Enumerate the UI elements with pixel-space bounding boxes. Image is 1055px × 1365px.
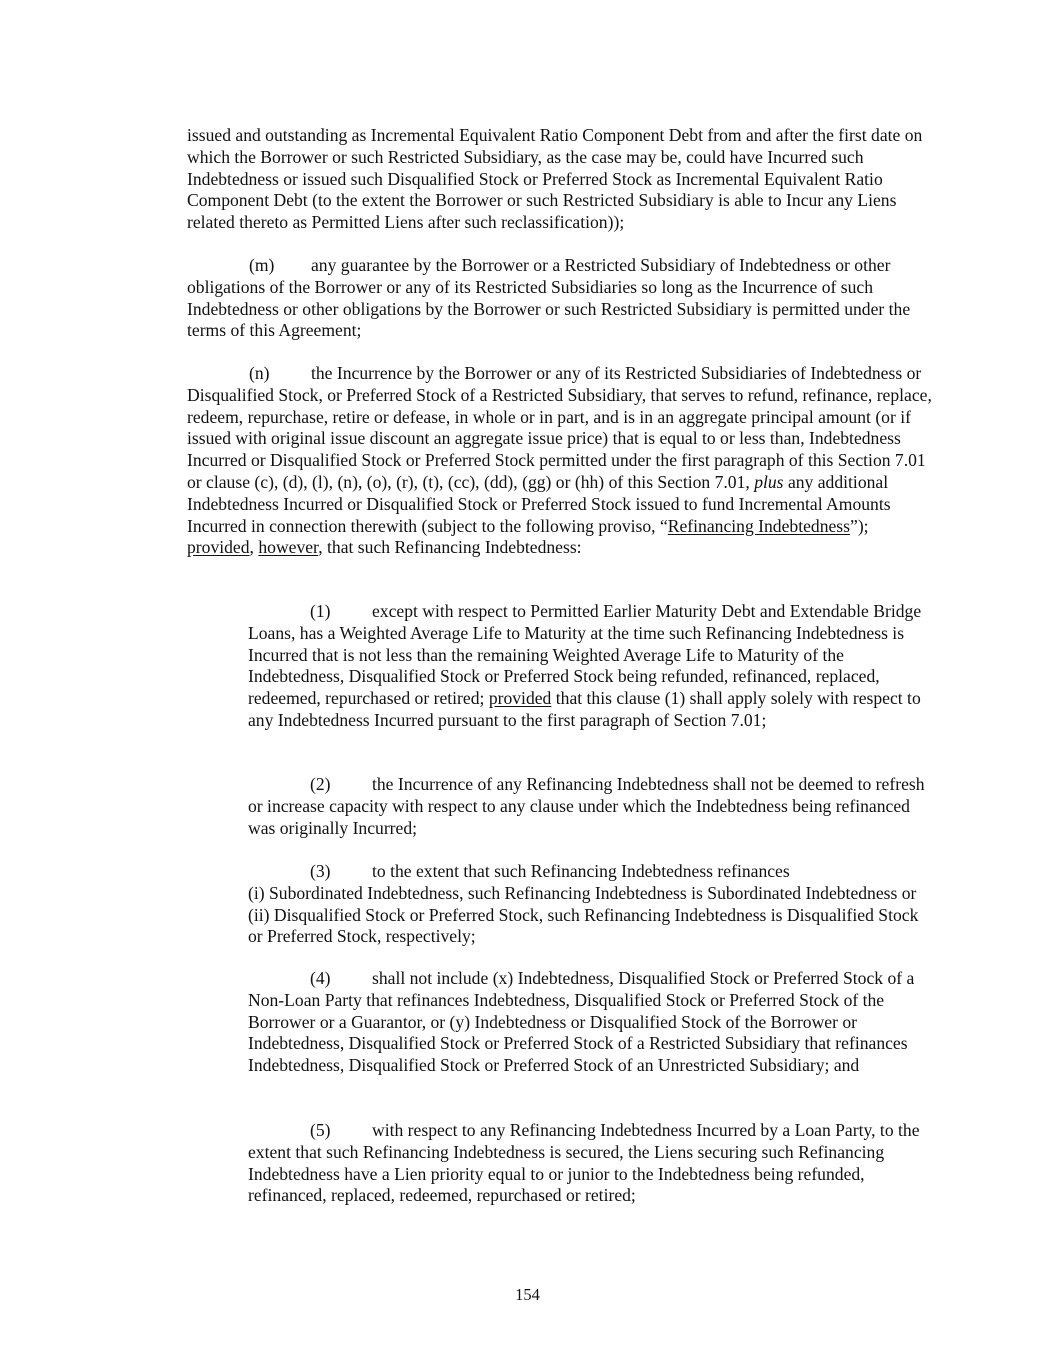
subclause-4-text: shall not include (x) Indebtedness, Disqualified Stock or Preferred Stock of a Non-Loan Party that refinances Indebtedness, Disqualified Stock or Preferred Stock of the Borrower or a Guarantor, or (y) Indebtedness or Disqualified Stock of the Borrower or Indebtedness, Disqualified Stock or Preferred Stock of a Restricted Subsidiary that refinances Indebtedness, Disqualified Stock or Preferred Stock of an Unrestricted Subsidiary; and xyxy=(248,968,915,1076)
subclause-1-label: (1) xyxy=(310,601,331,621)
clause-n-text-part4: , that such Refinancing Indebtedness: xyxy=(318,537,582,558)
subclause-2-label: (2) xyxy=(310,774,331,794)
subclause-1-text-a: except with respect to Permitted Earlier Maturity Debt and Extendable Bridge Loans, has a Weighted Average Life to Maturity at the time such Refinancing Indebtedness is Incurred that is not less than the remaining Weighted Average Life to Maturity of the Indebtedness, Disqualified Stock or Preferred Stock being refunded, refinanced, replaced, redeemed, repurchased or retired; xyxy=(248,601,922,709)
clause-n-paragraph xyxy=(187,363,932,559)
subclause-5-label: (5) xyxy=(310,1120,331,1140)
clause-m-paragraph xyxy=(187,255,932,342)
page-number: 154 xyxy=(515,1285,540,1304)
subclause-5-paragraph xyxy=(248,1120,932,1207)
subclause-3-text-line1: to the extent that such Refinancing Indebtedness refinances xyxy=(372,861,790,881)
subclause-4-paragraph xyxy=(248,968,932,1077)
carryover-paragraph-text: issued and outstanding as Incremental Equivalent Ratio Component Debt from and after the first date on which the Borrower or such Restricted Subsidiary, as the case may be, could have Incurred such Indebtedness or issued such Disqualified Stock or Preferred Stock as Incremental Equivalent Ratio Component Debt (to the extent the Borrower or such Restricted Subsidiary is able to Incur any Liens related thereto as Permitted Liens after such reclassification)); xyxy=(187,125,923,233)
subclause-2-text: the Incurrence of any Refinancing Indebtedness shall not be deemed to refresh or increase capacity with respect to any clause under which the Indebtedness being refinanced was originally Incurred; xyxy=(248,774,925,838)
carryover-paragraph xyxy=(187,125,932,234)
clause-n-provided: provided xyxy=(187,537,250,558)
clause-m-label: (m) xyxy=(249,255,275,275)
clause-n-label: (n) xyxy=(249,363,270,383)
clause-m-text: any guarantee by the Borrower or a Restricted Subsidiary of Indebtedness or other obligations of the Borrower or any of its Restricted Subsidiaries so long as the Incurrence of such Indebtedness or other obligations by the Borrower or such Restricted Subsidiary is permitted under the terms of this Agreement; xyxy=(187,255,911,341)
subclause-1-paragraph xyxy=(248,601,932,732)
clause-n-text-part2: any additional Indebtedness Incurred or Disqualified Stock or Preferred Stock issued to fund Incremental Amounts Incurred in connection therewith (subject to the following proviso, “ xyxy=(187,471,891,536)
subclause-3-paragraph xyxy=(248,861,932,948)
clause-n-comma: , xyxy=(249,537,259,558)
subclause-2-paragraph xyxy=(248,774,932,839)
defined-term-refinancing-indebtedness: Refinancing Indebtedness xyxy=(667,515,851,536)
clause-n-text-part3: ”); xyxy=(850,515,869,536)
subclause-1-provided: provided xyxy=(488,688,552,709)
subclause-5-text: with respect to any Refinancing Indebtedness Incurred by a Loan Party, to the extent that such Refinancing Indebtedness is secured, the Liens securing such Refinancing Indebtedness have a Lien priority equal to or junior to the Indebtedness being refunded, refinanced, replaced, redeemed, repurchased or retired; xyxy=(248,1120,920,1206)
clause-n-however: however xyxy=(258,537,319,558)
subclause-3-label: (3) xyxy=(310,861,331,881)
clause-n-text-part1: the Incurrence by the Borrower or any of its Restricted Subsidiaries of Indebtedness or Disqualified Stock, or Preferred Stock of a Restricted Subsidiary, that serves to refund, refinance, replace, redeem, repurchase, retire or defease, in whole or in part, and is in an aggregate principal amount (or if issued with original issue discount an aggregate issue price) that is equal to or less than, Indebtedness Incurred or Disqualified Stock or Preferred Stock permitted under the first paragraph of this Section 7.01 or clause (c), (d), (l), (n), (o), (r), (t), (cc), (dd), (gg) or (hh) of this Section 7.01, xyxy=(187,363,932,492)
subclause-1-text-b: that this clause (1) shall apply solely with respect to any Indebtedness Incurred pursuant to the first paragraph of Section 7.01; xyxy=(248,688,921,730)
subclause-4-label: (4) xyxy=(310,968,331,988)
clause-n-plus: plus xyxy=(754,471,784,492)
subclause-3-text-rest: (i) Subordinated Indebtedness, such Refinancing Indebtedness is Subordinated Indebtedness or (ii) Disqualified Stock or Preferred Stock, such Refinancing Indebtedness is Disqualified Stock or Preferred Stock, respectively; xyxy=(248,882,919,947)
